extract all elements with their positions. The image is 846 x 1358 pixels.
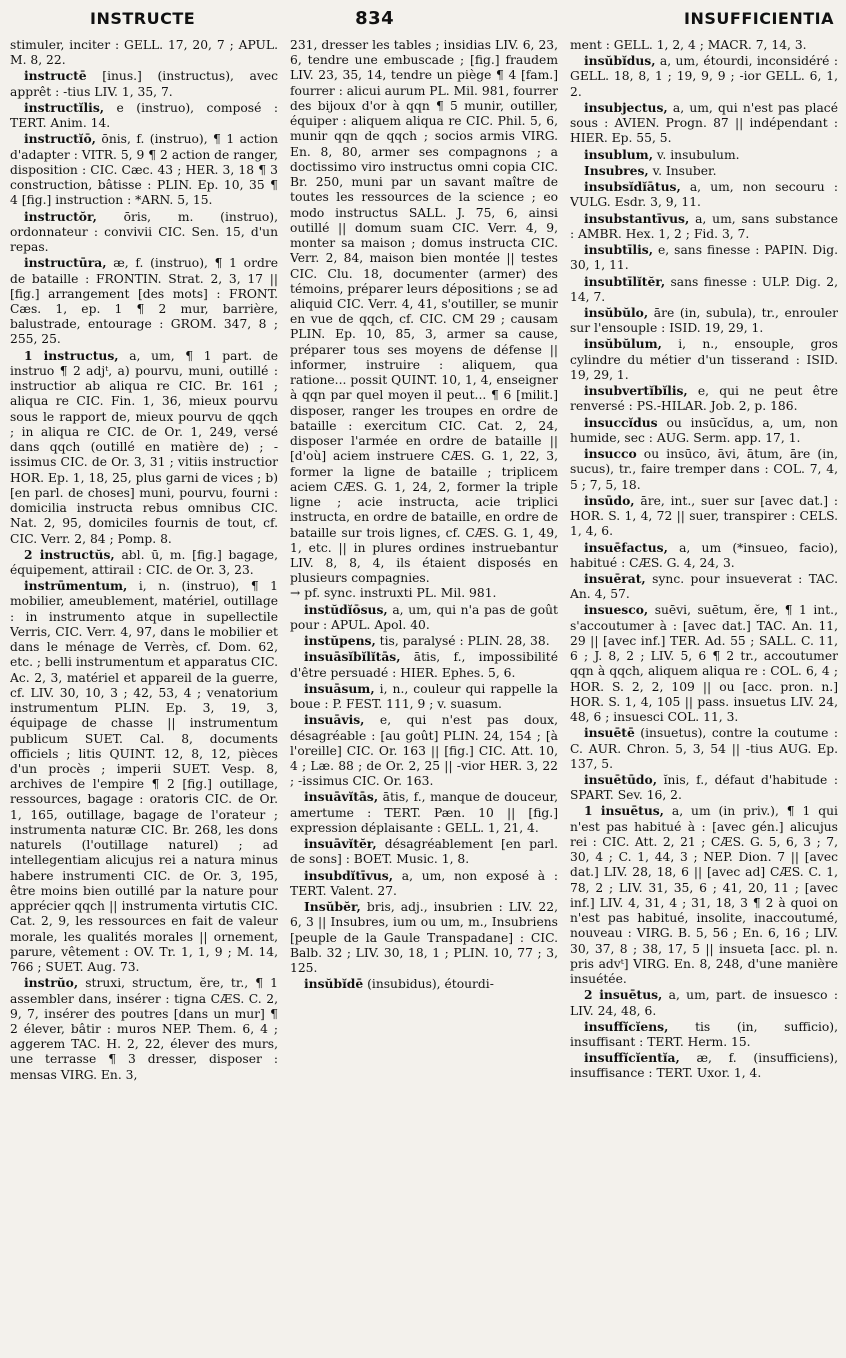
entry-text: æ, f. (insufficiens), insuffisance : TERT. Uxor. 1, 4. [570,1051,838,1081]
entry-text: (insuetus), contre la coutume : C. AUR. Chron. 5, 3, 54 || -tius AUG. Ep. 137, 5. [570,726,838,771]
dictionary-entry [570,163,838,179]
entry-headword: 2 insuētus, [584,987,663,1003]
entry-headword: insuāvĭtĕr, [304,836,377,852]
dictionary-entry [10,547,278,578]
entry-headword: insuērat, [584,570,646,586]
entry-headword: insubjectus, [584,99,668,115]
entry-headword: insuffĭcĭens, [584,1018,669,1034]
entry-headword: insuāsum, [304,680,375,696]
entry-text: e, qui ne peut être renversé : PS.-HILAR. Job. 2, p. 186. [570,384,838,414]
entry-headword: insūdo, [584,492,635,508]
dictionary-entry [570,493,838,540]
dictionary-entry [10,578,278,975]
entry-headword: insubvertĭbĭlis, [584,383,688,399]
entry-headword: insubtīlĭtĕr, [584,273,666,289]
entry-text: a, um, non secouru : VULG. Esdr. 3, 9, 11. [570,180,838,210]
entry-headword: insubdĭtīvus, [304,867,393,883]
entry-text: a, um, qui n'a pas de goût pour : APUL. Apol. 40. [290,602,558,632]
dictionary-entry [570,336,838,383]
entry-headword: 1 insuētus, [584,803,664,819]
entry-headword: insuesco, [584,602,649,618]
entry-text: stimuler, inciter : GELL. 17, 20, 7 ; APUL. M. 8, 22. [10,38,278,68]
dictionary-entry [570,274,838,305]
column-2 [290,38,558,1348]
entry-text: abl. ū, m. [fig.] bagage, équipement, attirail : CIC. de Or. 3, 23. [10,547,278,577]
entry-headword: instrūmentum, [24,578,128,594]
entry-headword: instrŭo, [24,975,79,991]
dictionary-entry [570,38,838,53]
entry-headword: Insŭbĕr, [304,899,361,915]
entry-text: i, n., couleur qui rappelle la boue : P. FEST. 111, 9 ; v. suasum. [290,681,558,712]
entry-headword: insuēfactus, [584,539,668,555]
dictionary-entry [290,681,558,712]
entry-headword: instructĭō, [24,131,96,147]
dictionary-entry [10,100,278,131]
dictionary-entry [570,179,838,210]
dictionary-entry [10,131,278,208]
entry-headword: insuāvis, [304,712,365,728]
entry-headword: Insubres, [584,162,649,178]
dictionary-entry [290,712,558,789]
entry-headword: insŭbĭdē [304,976,364,992]
entry-headword: instructĭlis, [24,99,105,115]
dictionary-entry [290,836,558,867]
entry-headword: insuffĭcĭentĭa, [584,1050,680,1066]
dictionary-entry [290,868,558,899]
column-3 [570,38,838,1348]
entry-headword: insublum, [584,146,653,162]
dictionary-entry [290,602,558,633]
entry-text: a, um, non exposé à : TERT. Valent. 27. [290,868,558,898]
columns [10,38,838,1348]
dictionary-entry [290,976,558,992]
entry-text: tis, paralysé : PLIN. 28, 38. [379,634,550,649]
entry-headword: 1 instructus, [24,347,119,363]
entry-text: æ, f. (instruo), ¶ 1 ordre de bataille : FRONTIN. Strat. 2, 3, 17 || [fig.] arrangement [des mots] : FRONT. Cæs. 1, ep. 1 ¶ 2 mur, barrière, balustrade, entourage : GROM. 347, 8 ; 255, 25. [10,256,278,347]
entry-text: a, um, sans substance : AMBR. Hex. 1, 2 ; Fid. 3, 7. [570,211,838,241]
dictionary-entry [290,586,558,601]
entry-text: a, um, part. de insuesco : LIV. 24, 48, 6. [570,988,838,1018]
entry-text: suēvi, suētum, ĕre, ¶ 1 int., s'accoutumer à : [avec dat.] TAC. An. 11, 29 || [avec inf.] TER. Ad. 55 ; SALL. C. 11, 6 ; J. 8, 2 ; LIV. 5, 6 ¶ 2 tr., accoutumer qqn à qqch, aliquem aliqua re : COL. 6, 4 ; HOR. S. 2, 2, 109 || ou [acc. pron. n.] HOR. S. 1, 4, 105 || pass. insuetus LIV. 24, 48, 6 ; insuesci COL. 11, 3. [570,603,838,725]
dictionary-entry [570,53,838,100]
entry-headword: instructūra, [24,255,107,271]
page-number: 834 [355,8,395,29]
entry-headword: insuētē [584,725,635,741]
entry-headword: insuāvĭtās, [304,789,379,805]
entry-text: e, sans finesse : PAPIN. Dig. 30, 1, 11. [570,243,838,273]
entry-text: ātis, f., impossibilité d'être persuadé : HIER. Ephes. 5, 6. [290,650,558,680]
dictionary-entry [10,209,278,256]
dictionary-entry [570,772,838,803]
entry-headword: insucco [584,446,637,462]
entry-text: āre (in, subula), tr., enrouler sur l'ensouple : ISID. 19, 29, 1. [570,305,838,336]
dictionary-entry [570,305,838,336]
entry-text: i, n., ensouple, gros cylindre du métier d'un tisserand : ISID. 19, 29, 1. [570,337,838,382]
entry-text: struxi, structum, ĕre, tr., ¶ 1 assembler dans, insérer : tigna CÆS. C. 2, 9, 7, insérer des poutres [dans un mur] ¶ 2 élever, bâtir : muros NEP. Them. 6, 4 ; aggerem TAC. H. 2, 22, élever des murs, une terrasse ¶ 3 dresser, disposer : mensas VIRG. En. 3, [10,976,278,1082]
dictionary-entry [570,147,838,163]
dictionary-entry [570,987,838,1018]
dictionary-entry [570,803,838,987]
entry-text: ōnis, f. (instruo), ¶ 1 action d'adapter : VITR. 5, 9 ¶ 2 action de ranger, disposition : CIC. Cæc. 43 ; HER. 3, 18 ¶ 3 construction, bâtisse : PLIN. Ep. 10, 35 ¶ 4 [fig.] instruction : *ARN. 5, 15. [10,132,278,208]
entry-text: [inus.] (instructus), avec apprêt : -tius LIV. 1, 35, 7. [10,69,278,99]
dictionary-entry [570,100,838,147]
dictionary-entry [10,38,278,68]
dictionary-entry [570,211,838,242]
dictionary-entry [570,602,838,725]
dictionary-entry [570,383,838,414]
entry-text: sync. pour insueverat : TAC. An. 4, 57. [570,571,838,602]
entry-text: a, um (*insueo, facio), habitué : CÆS. G. 4, 24, 3. [570,540,838,570]
dictionary-entry [570,446,838,493]
entry-headword: insubtīlis, [584,242,653,258]
entry-text: sans finesse : ULP. Dig. 2, 14, 7. [570,274,838,304]
entry-headword: instructŏr, [24,208,97,224]
entry-text: a, um, étourdi, inconsidéré : GELL. 18, 8, 1 ; 19, 9, 9 ; -ior GELL. 6, 1, 2. [570,54,838,99]
entry-headword: insŭbĭdus, [584,53,656,69]
dictionary-entry [290,633,558,649]
entry-text: a, um, ¶ 1 part. de instruo ¶ 2 adjᵗ, a) pourvu, muni, outillé : instructior ab aliqua re CIC. Br. 161 ; aliqua re CIC. Fin. 1, 36, mieux pourvu sous le rapport de, mieux pourvu de qqch ; in aliqua re CIC. de Or. 1, 249, versé dans qqch (outillé en matière de) ; -issimus CIC. de Or. 3, 31 ; vitiis instructior HOR. Ep. 1, 18, 25, plus garni de vices ; b) [en parl. de choses] muni, pourvu, fourni : domicilia instructa rebus omnibus CIC. Nat. 2, 95, domiciles fournis de tout, cf. CIC. Verr. 2, 84 ; Pomp. 8. [10,348,278,546]
entry-headword: insuāsĭbĭlĭtās, [304,649,401,665]
entry-headword: insŭbŭlum, [584,336,662,352]
dictionary-entry [290,899,558,976]
dictionary-entry [10,975,278,1083]
entry-text: 231, dresser les tables ; insidias LIV. 6, 23, 6, tendre une embuscade ; [fig.] fraudem LIV. 23, 35, 14, tendre un piège ¶ 4 [fam.] fourrer : alicui aurum PL. Mil. 981, fourrer des bijoux d'or à qqn ¶ 5 munir, outiller, équiper : aliquem aliqua re CIC. Phil. 5, 6, munir qqn de qqch ; socios armis VIRG. En. 8, 80, armer ses compagnons ; a doctissimo viro instructus omni copia CIC. Br. 250, muni par un savant maître de toutes les ressources de la science ; eo modo instructus SALL. J. 75, 6, ainsi outillé || domum suam CIC. Verr. 4, 9, monter sa maison ; domus instructa CIC. Verr. 2, 84, maison bien montée || testes CIC. Clu. 18, documenter (armer) des témoins, préparer leurs dépositions ; se ad aliquid CIC. Verr. 4, 41, s'outiller, se munir en vue de qqch, cf. CIC. CM 29 ; causam PLIN. Ep. 10, 85, 3, armer sa cause, préparer tous ses moyens de défense || informer, instruire : aliquem, qua ratione... possit QUINT. 10, 1, 4, enseigner à qqn par quel moyen il peut... ¶ 6 [milit.] disposer, ranger les troupes en ordre de bataille : exercitum CIC. Cat. 2, 24, disposer l'armée en ordre de bataille || [d'où] aciem instruere CÆS. G. 1, 22, 3, former la ligne de bataille ; triplicem aciem CÆS. G. 1, 24, 2, former la triple ligne ; acie instructa, acie triplici instructa, en ordre de bataille, en ordre de bataille sur trois lignes, cf. CÆS. G. 1, 49, 1, etc. || in plures ordines instruebantur LIV. 8, 8, 4, ils étaient disposés en plusieurs compagnies. [290,38,558,586]
entry-headword: insubstantīvus, [584,210,690,226]
page-header [10,8,838,32]
entry-text: bris, adj., insubrien : LIV. 22, 6, 3 || Insubres, ium ou um, m., Insubriens [peuple de la Gaule Transpadane] : CIC. Balb. 32 ; LIV. 30, 18, 1 ; PLIN. 10, 77 ; 3, 125. [290,900,558,976]
column-1 [10,38,278,1348]
entry-headword: insuētūdo, [584,772,658,788]
entry-text: ou insūco, āvi, ātum, āre (in, sucus), tr., faire tremper dans : COL. 7, 4, 5 ; 7, 5, 18. [570,447,838,492]
entry-text: désagréablement [en parl. de sons] : BOET. Music. 1, 8. [290,837,558,867]
entry-headword: instŭpens, [304,633,376,649]
entry-text: ĭnis, f., défaut d'habitude : SPART. Sev. 16, 2. [570,773,838,803]
dictionary-entry [290,649,558,680]
entry-headword: insubsĭdĭātus, [584,179,681,195]
entry-headword: 2 instructŭs, [24,546,115,562]
dictionary-entry [290,38,558,586]
entry-text: ment : GELL. 1, 2, 4 ; MACR. 7, 14, 3. [570,38,807,52]
entry-text: ātis, f., manque de douceur, amertume : TERT. Pæn. 10 || [fig.] expression déplaisante : GELL. 1, 21, 4. [290,790,558,835]
entry-text: ou insūcĭdus, a, um, non humide, sec : AUG. Serm. app. 17, 1. [570,415,838,445]
dictionary-entry [10,68,278,99]
running-head-left: INSTRUCTE [90,9,196,28]
entry-text: i, n. (instruo), ¶ 1 mobilier, ameublement, matériel, outillage : in instrumento atque in supellectile Verris, CIC. Verr. 4, 97, dans le mobilier et dans le ménage de Verrès, cf. Dom. 62, etc. ; belli instrumentum et apparatus CIC. Ac. 2, 3, matériel et appareil de la guerre, cf. LIV. 30, 10, 3 ; 42, 53, 4 ; venatorium instrumentum PLIN. Ep. 3, 19, 3, équipage de chasse || instrumentum publicum SUET. Cal. 8, documents officiels ; litis QUINT. 12, 8, 12, pièces d'un procès ; imperii SUET. Vesp. 8, archives de l'empire ¶ 2 [fig.] outillage, ressources, bagage : oratoris CIC. de Or. 1, 165, outillage, bagage de l'orateur ; instrumenta naturæ CIC. Br. 268, les dons naturels (l'outillage naturel) ; ad intellegentiam alicujus rei a natura minus habere instrumenti CIC. de Or. 3, 195, être moins bien outillé par la nature pour apprécier qqch || instrumenta virtutis CIC. Cat. 2, 9, les ressources en fait de valeur morale, les qualités morales || ornement, parure, vêtement : OV. Tr. 1, 1, 9 ; M. 14, 766 ; SUET. Aug. 73. [10,579,278,975]
dictionary-entry [570,725,838,772]
entry-headword: instructē [24,68,87,84]
entry-headword: insŭbŭlo, [584,304,649,320]
entry-text: (insubidus), étourdi- [367,977,494,992]
dictionary-entry [290,789,558,836]
entry-text: v. Insuber. [652,163,717,178]
entry-text: ōris, m. (instruo), ordonnateur : convivii CIC. Sen. 15, d'un repas. [10,209,278,255]
dictionary-entry [10,348,278,547]
entry-text: tis (in, sufficio), insuffisant : TERT. Herm. 15. [570,1019,838,1049]
entry-headword: insuccĭdus [584,414,658,430]
entry-text: a, um (in priv.), ¶ 1 qui n'est pas habitué à : [avec gén.] alicujus rei : CIC. Att. 2, 21 ; CÆS. G. 5, 6, 3 ; 7, 30, 4 ; C. 1, 44, 3 ; NEP. Dion. 7 || [avec dat.] LIV. 28, 18, 6 || [avec ad] CÆS. C. 1, 78, 2 ; LIV. 31, 35, 6 ; 41, 20, 11 ; [avec inf.] LIV. 4, 31, 4 ; 31, 18, 3 ¶ 2 à quoi on n'est pas habitué, insolite, inaccoutumé, nouveau : VIRG. B. 5, 56 ; En. 6, 16 ; LIV. 30, 37, 8 ; 38, 17, 5 || insueta [acc. pl. n. pris advᵗ] VIRG. En. 8, 248, d'une manière insuétée. [570,804,838,987]
entry-text: e (instruo), composé : TERT. Anim. 14. [10,100,278,131]
dictionary-entry [570,571,838,602]
dictionary-entry [10,255,278,347]
dictionary-entry [570,415,838,446]
entry-text: a, um, qui n'est pas placé sous : AVIEN. Progn. 87 || indépendant : HIER. Ep. 55, 5. [570,100,838,146]
running-head-right: INSUFFICIENTIA [684,9,834,28]
entry-headword: instŭdĭōsus, [304,601,388,617]
dictionary-entry [570,540,838,571]
entry-text: v. insubulum. [656,147,740,162]
entry-text: e, qui n'est pas doux, désagréable : [au goût] PLIN. 24, 154 ; [à l'oreille] CIC. Or. 163 || [fig.] CIC. Att. 10, 4 ; Læ. 88 ; de Or. 2, 25 || -vior HER. 3, 22 ; -issimus CIC. Or. 163. [290,713,558,789]
entry-text: āre, int., suer sur [avec dat.] : HOR. S. 1, 4, 72 || suer, transpirer : CELS. 1, 4, 6. [570,493,838,539]
dictionary-entry [570,1050,838,1081]
dictionary-entry [570,242,838,273]
entry-text: → pf. sync. instruxti PL. Mil. 981. [290,586,497,601]
dictionary-entry [570,1019,838,1050]
